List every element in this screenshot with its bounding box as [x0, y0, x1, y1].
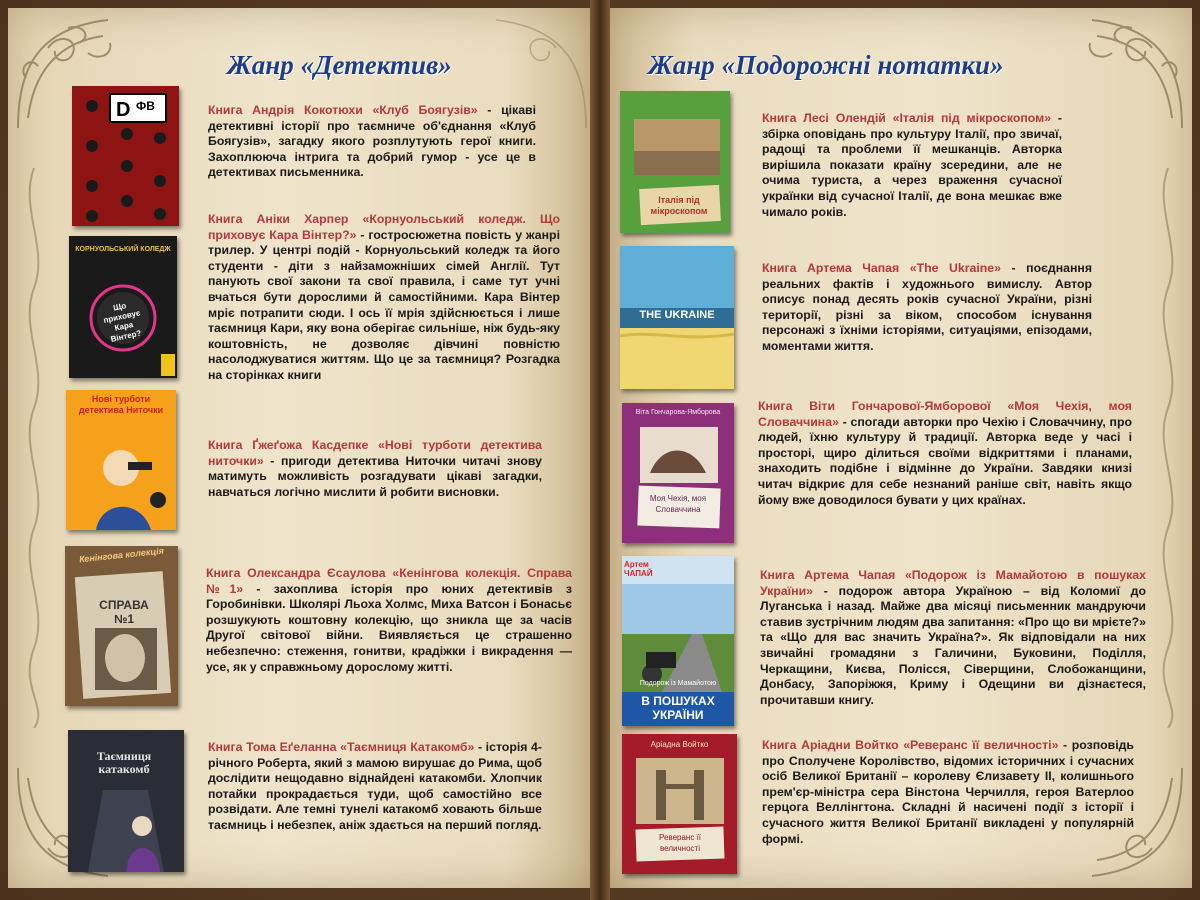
- cover-subtitle: Подорож із Мамайотою: [639, 680, 717, 687]
- book-description: [208, 740, 542, 834]
- right-page-title: Жанр «Подорожні нотатки»: [648, 50, 1004, 80]
- book-text: - історія 4-річного Роберта, який з мамою вирушає до Рима, щоб дослідити нещодавно віднайдені катакомби. Хлопчик потайки прокрадається туди, щоб самостійно все розвідати. Але темні тунелі катакомб ховають більше таємниць і небезпек, аніж здається на перший погляд.: [208, 740, 542, 832]
- cover-label: Італія під мікроскопом: [650, 195, 708, 216]
- corner-ornament-icon: [1062, 8, 1192, 138]
- cover-author: Артем ЧАПАЙ: [624, 560, 653, 578]
- cover-author: Аріадна Войтко: [650, 740, 709, 749]
- cover-klub-boiahuziv[interactable]: [72, 86, 179, 226]
- book-text: - пригоди детектива Ниточки читачі знову матимуть можливість розгадувати цікаві загадки, навчаться логічно мислити й робити висновки.: [208, 453, 542, 499]
- book-description: [208, 103, 536, 181]
- book-text: - збірка оповідань про культуру Італії, про звичаї, радощі та проблеми її мешканців. Авторка вирішила показати країну зсередини, але не очима туриста, а через враження сучасної українки від сучасної Італії, де вона мешкає вже чимало років.: [762, 111, 1062, 219]
- cover-italiia-pid-mikroskopom[interactable]: [620, 91, 730, 233]
- cover-label: В ПОШУКАХ УКРАЇНИ: [641, 694, 715, 722]
- cover-label: THE UKRAINE: [639, 309, 715, 321]
- book-description: [206, 566, 572, 675]
- book-text: - розповідь про Сполучене Королівство, відомих історичних і сучасних осіб Великої Британії – королеву Єлизавету ІІ, колишнього прем'єр-міністра сера Вінстона Черчилля, героя Ватерлоо герцога Веллінгтона. Складні й насичені події з історії і сучасного життя Великої Британії викладені у популярній формі.: [762, 738, 1134, 846]
- cover-nitochka[interactable]: [66, 390, 176, 530]
- book-description: [762, 111, 1062, 220]
- book-description: [208, 438, 542, 500]
- cover-series: КОРНУОЛЬСЬКИЙ КОЛЕДЖ: [75, 246, 171, 253]
- book-title: Книга Аріадни Войтко «Реверанс її величності»: [762, 738, 1059, 752]
- book-title: Книга Андрія Кокотюхи «Клуб Боягузів»: [208, 103, 478, 117]
- book-title: Книга Ґжеґожа Касдепке «Нові турботи детектива ниточки»: [208, 438, 542, 468]
- book-text: - захоплива історія про юних детективів з Горобинівки. Школярі Льоха Холмс, Миха Ватсон і Бонасьє розшукують коштовну колекцію, що зникла ще за часів Другої світової війни. Виявляється це страшенно небезпечно: стеження, гонитви, крадіжки і викрадення — усе, як у справжньому дорослому житті.: [206, 581, 572, 674]
- cover-the-ukraine[interactable]: [620, 246, 734, 389]
- book-description: [762, 261, 1092, 355]
- cover-label: Реверанс її величності: [658, 833, 702, 853]
- cover-author: Віта Гончарова-Ямборова: [635, 409, 721, 416]
- book-text: - гостросюжетна повість у жанрі трилер. У центрі подій - Корнуольський коледж та його студенти - діти з найзаможніших сімей Англії. Тут панують свої закони та свої правила, і саме тут учні вчаться бути дорослими й самостійними. Кара Вінтер мріє потрапити сюди. І ось її мрія здійснюється і лише таємниця Кари, яку вона оберігає сильніше, ніж будь-яку коштовність, не дозволяє дівчині повністю насолоджуватися життям. Що це за таємниця? Розгадка на сторінках книги: [208, 227, 560, 382]
- svg-text:D: D: [116, 99, 131, 121]
- cover-moia-chekhiia[interactable]: [622, 403, 734, 543]
- cover-label: Таємниця катакомб: [96, 749, 152, 776]
- book-description: [758, 399, 1132, 508]
- book-title: Книга Лесі Олендій «Італія під мікроскопом»: [762, 111, 1052, 125]
- book-title: Книга Аніки Харпер «Корнуольський коледж. Що приховує Кара Вінтер?»: [208, 212, 560, 242]
- cover-art: [65, 546, 178, 706]
- book-description: [760, 568, 1146, 708]
- book-text: - подорож автора Україною – від Коломиї до Луганська і назад. Майже два місяці письменник мандруючи ставив зустрічним людям два запитання: «Про що ви мрієте?» та «Що для вас значить Україна?». Як відповідали на них звичайні громадяни з Галичини, Буковини, Поділля, Черкащини, Києва, Полісся, Сіверщини, Слобожанщини, Донбасу, Запоріжжя, Криму і Одещини ви дізнаєтеся, прочитавши книгу.: [760, 583, 1146, 707]
- cover-label: СПРАВА №1: [99, 598, 149, 626]
- book-title: Книга Олександра Єсаулова «Кенінгова колекція. Справа №1»: [206, 566, 572, 596]
- cover-kornuolskyi-koledzh[interactable]: [69, 236, 177, 378]
- book-text: - спогади авторки про Чехію і Словаччину, про людей, їхню культуру й традиції. Авторка веде у часі і просторі, щиро ділиться своїми відкриттями і планами, знаходить подібне і відмінне до України. Завдяки книзі читач відкриє для себе незнаний раніше світ, навіть якщо йому вже доводилося бувати у цих країнах.: [758, 414, 1132, 507]
- book-title: Книга Артема Чапая «The Ukraine»: [762, 261, 1001, 275]
- book-text: - цікаві детективні історії про таємниче об'єднання «Клуб Боягузів», загадку якого розплутують герої книги. Захоплююча інтрига та добрий гумор - усе це в детективах письменника.: [208, 103, 537, 180]
- cover-label: Моя Чехія, моя Словаччина: [649, 494, 707, 514]
- cover-taiemnytsia-katakomb[interactable]: [68, 730, 184, 872]
- svg-text:ФВ: ФВ: [136, 99, 155, 113]
- book-title: Книга Артема Чапая «Подорож із Мамайотою в пошуках України»: [760, 568, 1146, 598]
- cover-art: [72, 86, 179, 226]
- cover-label: Що приховує Кара Вінтер?: [102, 301, 143, 344]
- book-title: Книга Тома Еґеланна «Таємниця Катакомб»: [208, 740, 475, 754]
- cover-podorozh-z-mamaiotoiu[interactable]: [622, 556, 734, 726]
- cover-art: [622, 403, 734, 543]
- book-description: [762, 738, 1134, 847]
- book-title: Книга Віти Гончарової-Ямборової «Моя Чехія, моя Словаччина»: [758, 399, 1132, 429]
- book-text: - поєднання реальних фактів і художнього вимислу. Автор описує понад десять років сучасної України, різні території, різні за віком, способом існування персонажі з їхніми історіями, ситуаціями, епізодами, моментами життя.: [762, 261, 1092, 353]
- book-spine: [590, 0, 610, 900]
- border-ornament-icon: [14, 168, 54, 728]
- book-description: [208, 212, 560, 384]
- cover-keninhova-kolektsiia[interactable]: [65, 546, 178, 706]
- cover-top-title: Кенінгова колекція: [78, 546, 165, 565]
- cover-reverans[interactable]: [622, 734, 737, 874]
- left-page-title: Жанр «Детектив»: [227, 50, 452, 80]
- cover-label: Нові турботи детектива Ниточки: [78, 394, 164, 415]
- border-ornament-icon: [1148, 168, 1188, 728]
